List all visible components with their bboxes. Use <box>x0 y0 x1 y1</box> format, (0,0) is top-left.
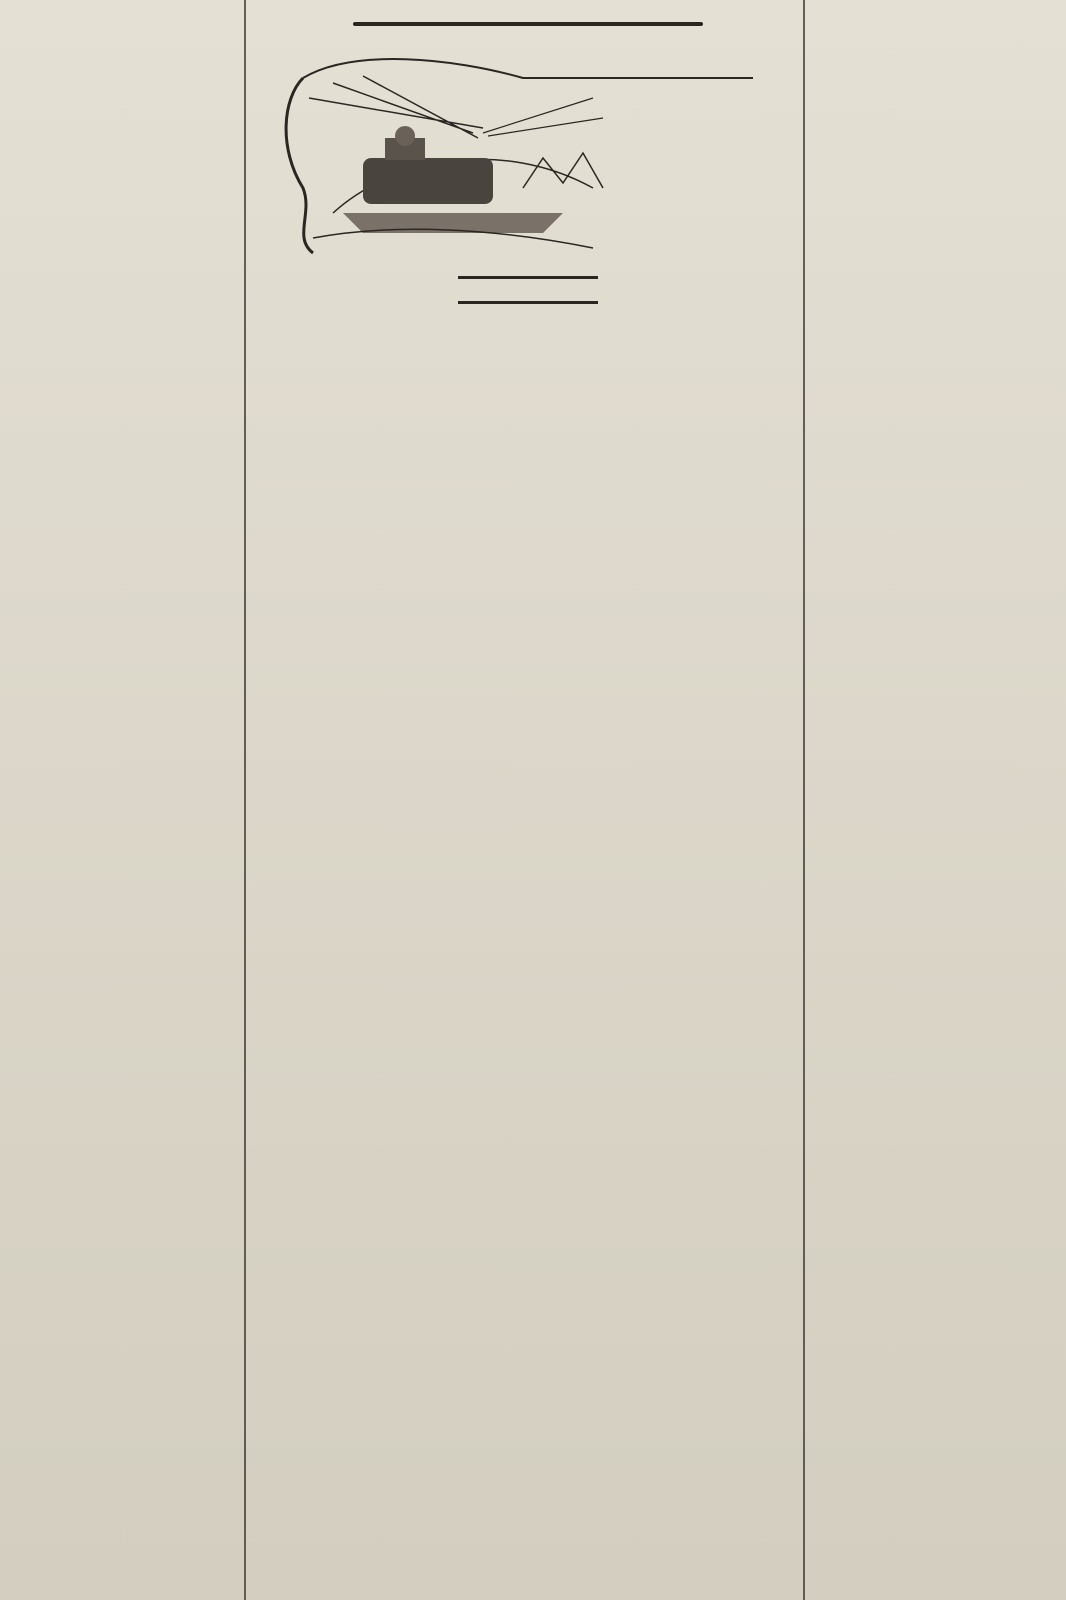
short-rule-2 <box>458 301 598 304</box>
column-rule-right <box>803 0 805 1600</box>
ship-illustration <box>273 38 783 268</box>
column-rule-left <box>244 0 246 1600</box>
short-rule <box>458 276 598 279</box>
title-vignette <box>273 38 783 268</box>
separator-ornament <box>353 22 703 26</box>
center-column <box>255 0 800 330</box>
